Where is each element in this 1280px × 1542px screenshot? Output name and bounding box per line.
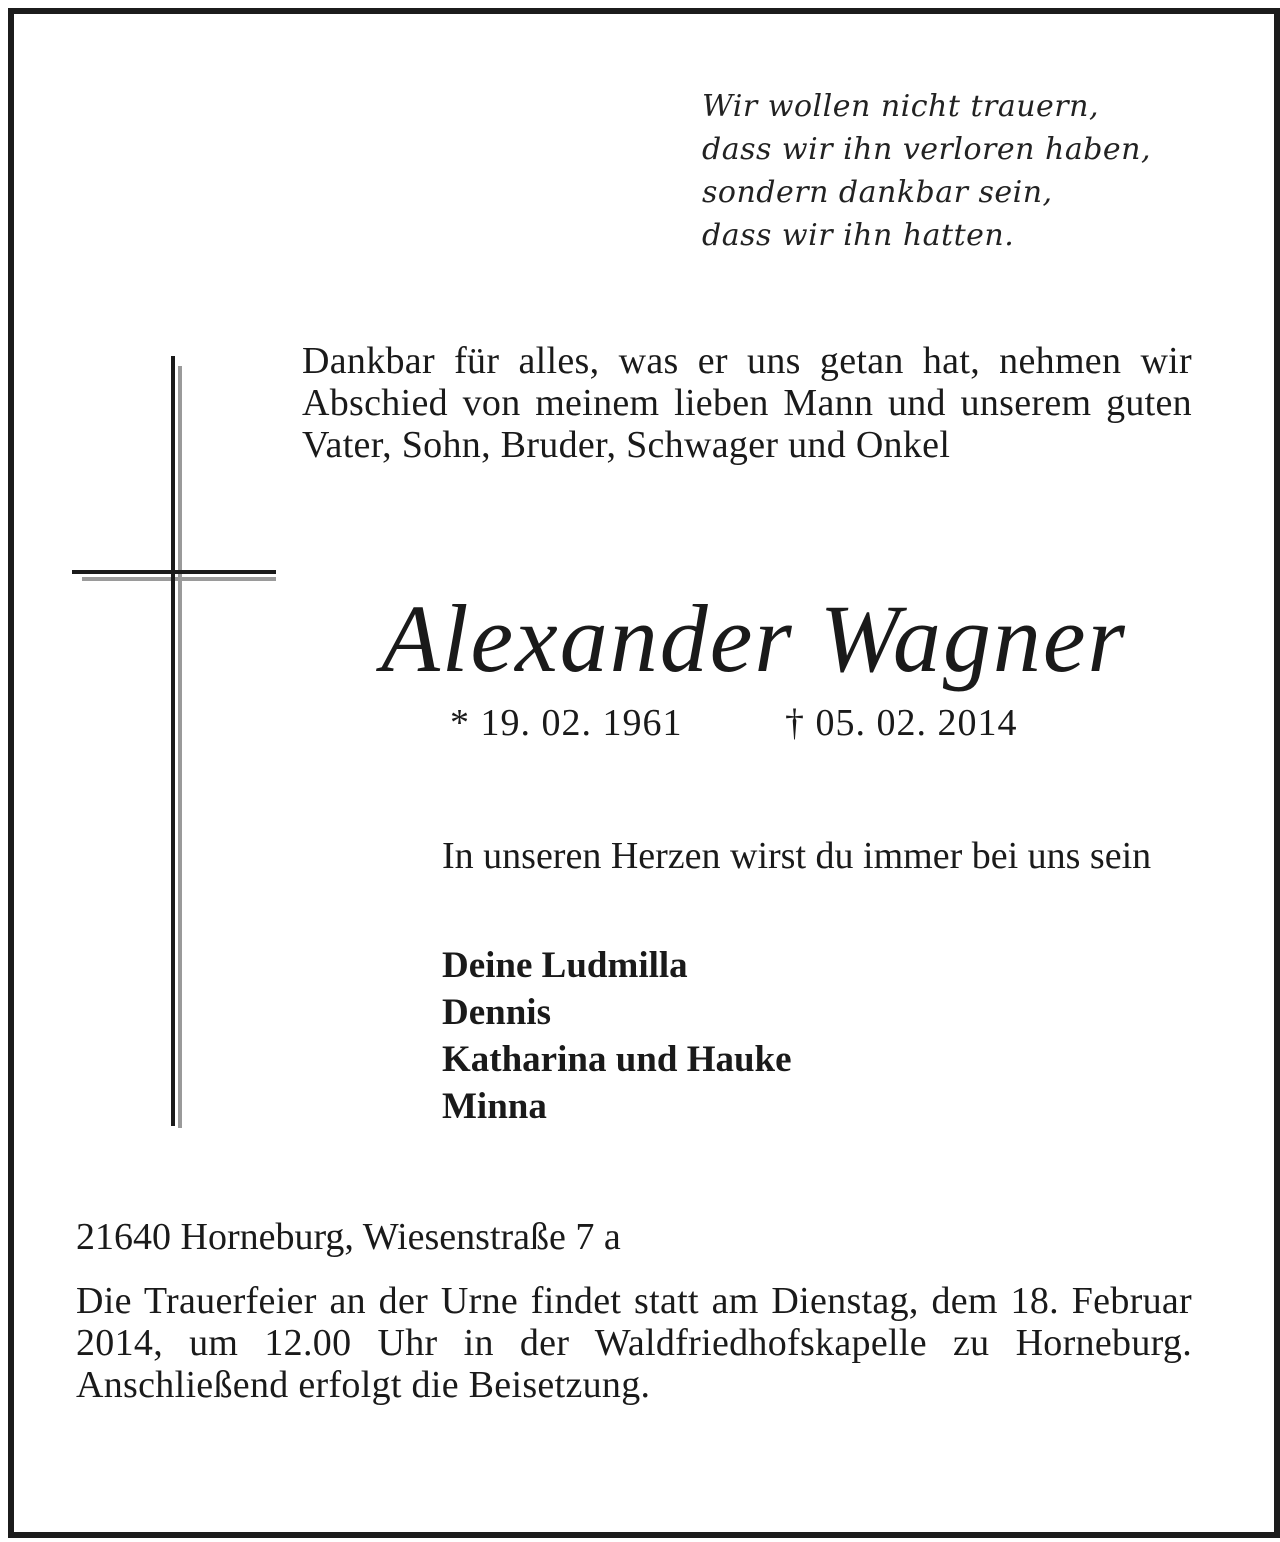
poem-line: dass wir ihn hatten. — [702, 218, 1015, 253]
death-date: † 05. 02. 2014 — [785, 702, 1018, 744]
motto-text: In unseren Herzen wirst du immer bei uns sein — [442, 835, 1152, 877]
signer: Dennis — [442, 992, 551, 1033]
signer: Minna — [442, 1086, 547, 1127]
signers-list — [442, 942, 1202, 1130]
poem-line: Wir wollen nicht trauern, — [702, 89, 1100, 124]
signer: Katharina und Hauke — [442, 1039, 792, 1080]
poem-line: dass wir ihn verloren haben, — [702, 132, 1152, 167]
poem — [702, 85, 1222, 257]
birth-date: * 19. 02. 1961 — [450, 702, 683, 744]
signer: Deine Ludmilla — [442, 945, 688, 986]
cross-icon — [72, 356, 282, 1136]
deceased-name: Alexander Wagner — [381, 585, 1127, 692]
ceremony-info: Die Trauerfeier an der Urne findet statt am Dienstag, dem 18. Februar 2014, um 12.00 Uhr in der Waldfriedhofskapelle zu Horneburg. Anschließend erfolgt die Beisetzung. — [76, 1280, 1192, 1406]
address: 21640 Horneburg, Wiesenstraße 7 a — [76, 1216, 621, 1258]
intro-text: Dankbar für alles, was er uns getan hat, nehmen wir Abschied von meinem lieben Mann und unserem guten Vater, Sohn, Bruder, Schwager und Onkel — [302, 340, 1192, 466]
poem-line: sondern dankbar sein, — [702, 175, 1053, 210]
